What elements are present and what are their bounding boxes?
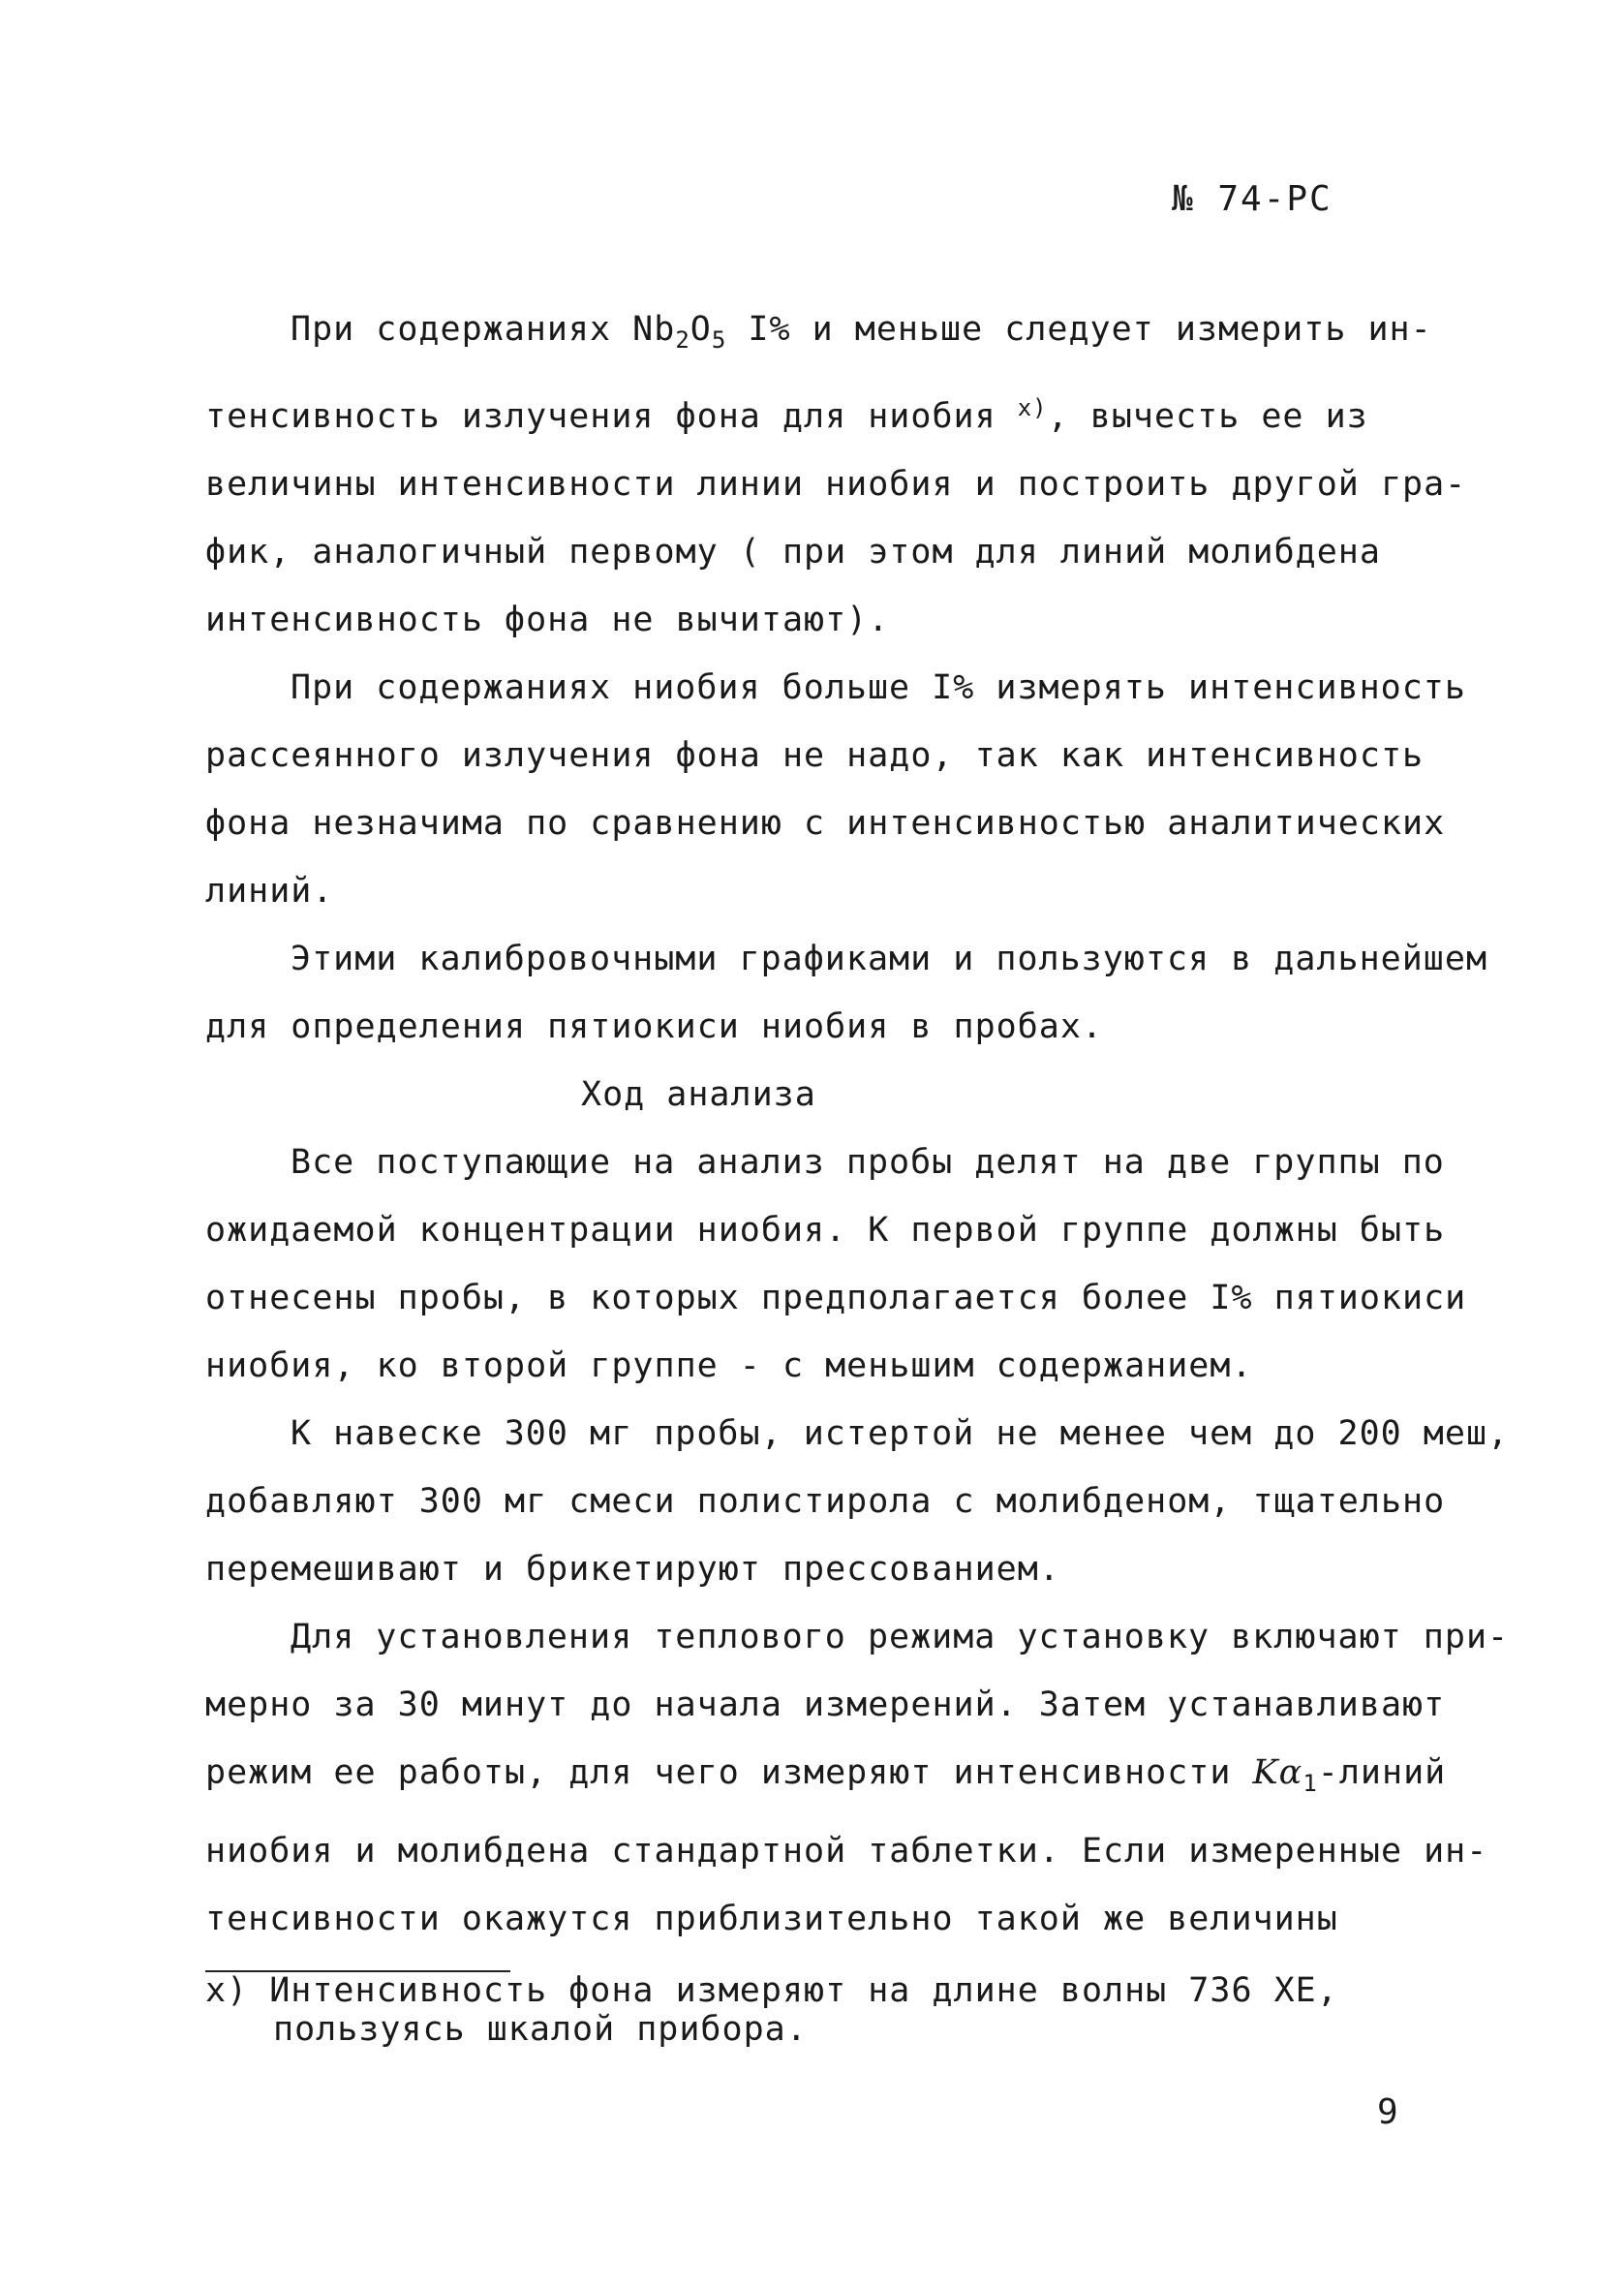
text-line: для определения пятиокиси ниобия в пробах.: [205, 1007, 1104, 1046]
text-line: фона незначима по сравнению с интенсивностью аналитических: [205, 804, 1446, 843]
text-line: отнесены пробы, в которых предполагается более I% пятиокиси: [205, 1279, 1467, 1317]
text-line: мерно за 30 минут до начала измерений. Затем устанавливают: [205, 1686, 1446, 1724]
percent-sign: %: [769, 310, 791, 349]
text-line: При содержаниях ниобия больше I% измерять интенсивность: [291, 668, 1466, 707]
footnote-marker: x): [1017, 394, 1048, 421]
k-alpha-symbol: Kα: [1252, 1753, 1303, 1792]
section-heading: Ход анализа: [581, 1075, 816, 1114]
subscript: 1: [1302, 1770, 1318, 1797]
text-line: [205, 374, 1464, 450]
text-line: интенсивность фона не вычитают).: [205, 601, 890, 639]
oxygen-symbol: O: [689, 310, 712, 349]
text-line: рассеянного излучения фона не надо, так как интенсивность: [205, 736, 1425, 775]
text-line: величины интенсивности линии ниобия и построить другой гра-: [205, 465, 1467, 504]
footnote-line: x) Интенсивность фона измеряют на длине волны 736 ХЕ,: [205, 1971, 1338, 2010]
text-span: режим ее работы, для чего измеряют интенсивности: [205, 1753, 1253, 1792]
text-line: перемешивают и брикетируют прессованием.: [205, 1550, 1060, 1589]
body-text: [205, 295, 1510, 1953]
text-line: ниобия, ко второй группе - с меньшим содержанием.: [205, 1346, 1253, 1385]
text-span: -линий: [1317, 1753, 1447, 1792]
text-span: , вычесть ее из: [1047, 397, 1368, 436]
text-line: фик, аналогичный первому ( при этом для линий молибдена: [205, 533, 1381, 572]
text-line: Для установления теплового режима установку включают при-: [291, 1618, 1510, 1656]
text-line: ниобия и молибдена стандартной таблетки. Если измеренные ин-: [205, 1832, 1488, 1871]
text-span: тенсивность излучения фона для ниобия: [205, 397, 1018, 436]
text-line: добавляют 300 мг смеси полистирола с молибденом, тщательно: [205, 1482, 1446, 1521]
text-line: ожидаемой концентрации ниобия. К первой группе должны быть: [205, 1211, 1446, 1250]
subscript: 2: [675, 326, 690, 354]
page-number: 9: [1377, 2092, 1398, 2132]
text-line: линий.: [205, 872, 334, 911]
text-line: [205, 295, 1464, 374]
niobium-symbol: Nb: [632, 310, 676, 349]
text-span: При содержаниях: [291, 310, 633, 349]
text-line: тенсивности окажутся приблизительно такой же величины: [205, 1900, 1338, 1938]
document-number: № 74-РС: [1172, 179, 1333, 219]
text-line: Этими калибровочными графиками и пользуются в дальнейшем: [291, 940, 1488, 978]
subscript: 5: [711, 326, 727, 354]
footnote-line: пользуясь шкалой прибора.: [273, 2010, 808, 2049]
text-line: К навеске 300 мг пробы, истертой не менее чем до 200 меш,: [291, 1414, 1510, 1453]
text-line: [205, 1739, 1464, 1817]
text-span: I: [726, 310, 770, 349]
text-span: и меньше следует измерить ин-: [790, 310, 1432, 349]
footnote: [205, 1971, 1464, 2049]
text-line: Все поступающие на анализ пробы делят на две группы по: [291, 1143, 1445, 1182]
